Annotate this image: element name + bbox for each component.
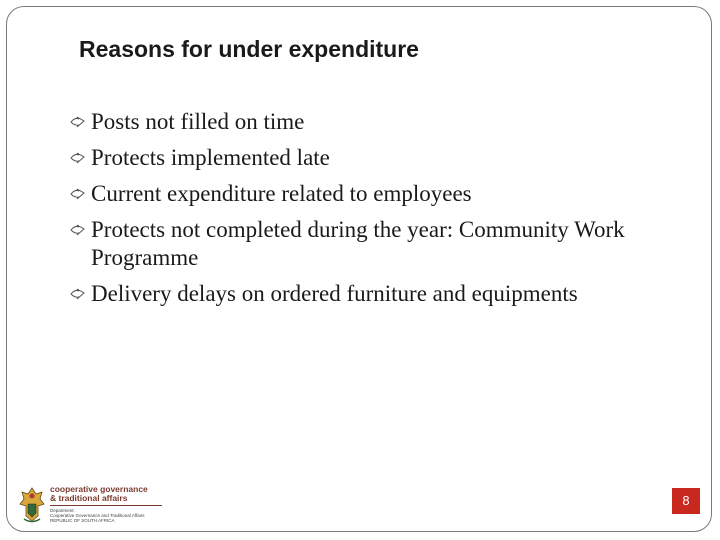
bullet-marker-icon: [70, 152, 86, 164]
department-logo: [16, 484, 156, 528]
logo-sub-line: Cooperative Governance and Traditional Affairs: [50, 513, 145, 518]
bullet-list: [70, 108, 670, 316]
bullet-text: Protects implemented late: [91, 145, 330, 170]
logo-line-2: & traditional affairs: [50, 493, 128, 503]
logo-sub-line: REPUBLIC OF SOUTH AFRICA: [50, 518, 115, 523]
logo-sub-line: Department:: [50, 508, 75, 513]
bullet-text: Delivery delays on ordered furniture and equipments: [91, 281, 578, 306]
bullet-item: [70, 144, 670, 172]
bullet-marker-icon: [70, 224, 86, 236]
bullet-item: [70, 108, 670, 136]
logo-wordmark: [50, 485, 148, 503]
coat-of-arms-icon: [18, 486, 46, 524]
bullet-text: Posts not filled on time: [91, 109, 305, 134]
logo-line-1: cooperative governance: [50, 484, 148, 494]
bullet-text: Protects not completed during the year: Community Work Programme: [91, 217, 625, 270]
bullet-marker-icon: [70, 288, 86, 300]
logo-divider: [50, 505, 162, 506]
page-number-badge: 8: [672, 488, 700, 514]
bullet-item: [70, 180, 670, 208]
bullet-item: [70, 280, 670, 308]
bullet-item: [70, 216, 670, 272]
bullet-marker-icon: [70, 188, 86, 200]
logo-subtext: [50, 508, 144, 523]
slide-title: Reasons for under expenditure: [79, 36, 419, 62]
bullet-text: Current expenditure related to employees: [91, 181, 472, 206]
bullet-marker-icon: [70, 116, 86, 128]
